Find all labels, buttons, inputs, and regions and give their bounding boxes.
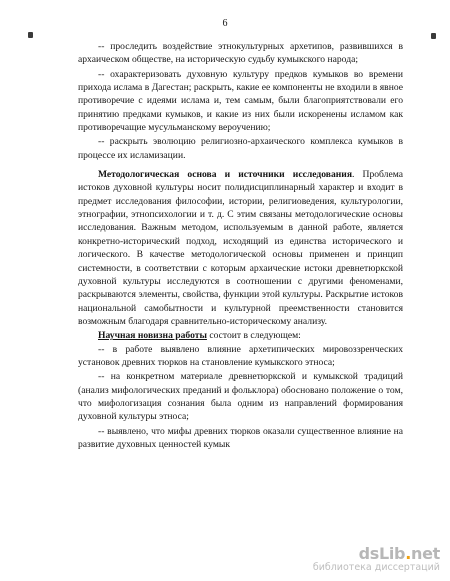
page-number: 6: [222, 18, 228, 29]
watermark-logo: dsLib.net: [358, 544, 440, 563]
novelty-item: -- на конкретном материале древнетюркской и кумыкской традиций (анализ мифологических преданий и фольклора) обосновано положение о том, что мифологизация сознания была одним из направлений формирования духовной культуры этноса;: [78, 371, 403, 423]
novelty-intro: [78, 329, 403, 342]
goal-paragraph: -- проследить воздействие этнокультурных архетипов, развившихся в архаическом обществе, на историческую судьбу кумыкского народа;: [78, 41, 403, 66]
novelty-text: состоит в следующем:: [206, 330, 301, 342]
methodology-text: . Проблема истоков духовной культуры носит полидисциплинарный характер и входит в предмет исследования философии, истории, религиоведения, культурологии, этнографии, этнопсихологии и т. д. С этим связаны методологические основы исследования. Важным методом, используемым в данной работе, является конкретно-исторический подход, исходящий из единства исторического и логического. В качестве методологической основы применен и принцип системности, в соответствии с которым архаические истоки древнетюркской духовной культуры исследуются в соотношении с другими феноменами, раскрываются элементы, свойства, функции этой культуры. Раскрытие истоков национальной самобытности и культурной преемственности становится возможным благодаря сравнительно-историческому анализу.: [78, 169, 403, 327]
scan-mark: [431, 33, 436, 39]
novelty-item: -- выявлено, что мифы древних тюрков оказали существенное влияние на развитие духовных ценностей кумык: [78, 425, 403, 450]
scan-mark: [28, 32, 33, 38]
watermark-subtitle: библиотека диссертаций: [312, 562, 440, 573]
watermark: [250, 545, 440, 575]
goal-paragraph: -- охарактеризовать духовную культуру предков кумыков во времени прихода ислама в Дагестан; раскрыть, какие ее компоненты не входили в явное противоречие с идеями ислама и, тем самым, были благоприятствовали его принятию предками кумыков, и какие из них были искоренены исламом как противоречащие мусульманскому вероучению;: [78, 68, 403, 134]
document-body: [78, 40, 403, 451]
novelty-heading: Научная новизна работы: [98, 330, 207, 342]
methodology-heading: Методологическая основа и источники исследования: [98, 169, 353, 181]
goal-paragraph: -- раскрыть эволюцию религиозно-архаического комплекса кумыков в процессе их исламизации.: [78, 136, 403, 161]
novelty-item: -- в работе выявлено влияние архетипических мировоззренческих установок древних тюрков на становление кумыкского этноса;: [78, 343, 403, 368]
methodology-paragraph: [78, 168, 403, 328]
